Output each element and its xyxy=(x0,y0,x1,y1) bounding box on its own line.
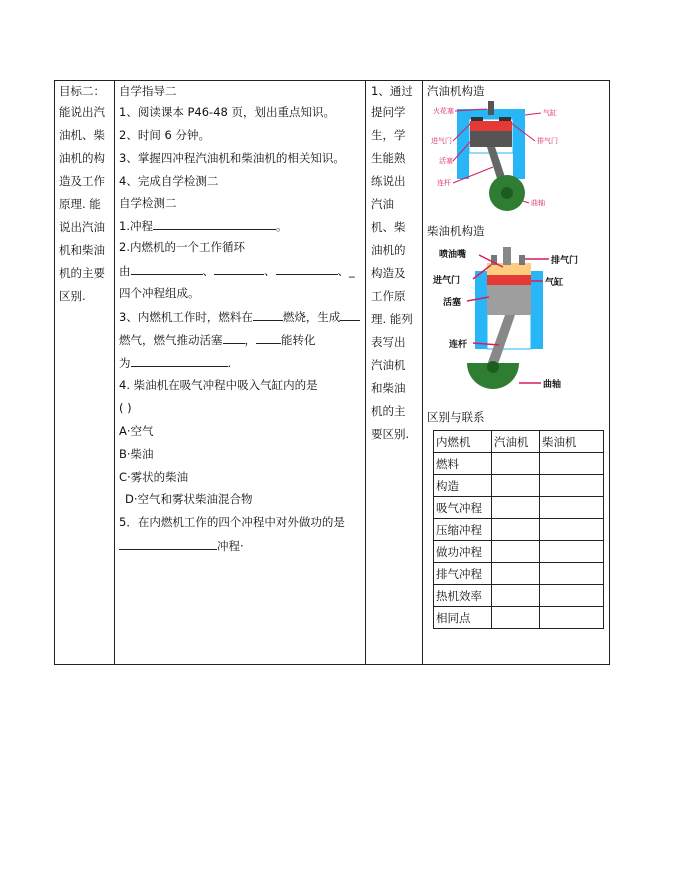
row-label: 热机效率 xyxy=(434,585,492,607)
objective-line: 目标二： xyxy=(59,84,105,98)
diesel-label: 活塞 xyxy=(443,298,462,308)
method-line: 理. 能列 xyxy=(371,312,413,326)
question-2-line-2: 由 、 、 、_ xyxy=(119,264,355,278)
guide-heading: 自学指导二 xyxy=(119,84,177,98)
diesel-engine-diagram xyxy=(427,241,607,401)
row-label: 排气冲程 xyxy=(434,563,492,585)
method-line: 和柴油 xyxy=(371,381,406,395)
gas-label: 排气门 xyxy=(537,137,558,145)
guide-item: 1、阅读课本 P46-48 页，划出重点知识。 xyxy=(119,105,335,119)
answer-blank[interactable] xyxy=(119,537,217,550)
question-3-line-1: 3、内燃机工作时，燃料在 燃烧，生成 xyxy=(119,308,360,325)
objective-line: 造及工作 xyxy=(59,174,105,188)
method-line: 练说出 xyxy=(371,174,406,188)
question-4-option: C·雾状的柴油 xyxy=(119,470,189,484)
table-row xyxy=(434,519,604,541)
gas-label: 曲轴 xyxy=(531,199,545,207)
table-header-cell: 内燃机 xyxy=(434,431,492,453)
table-cell[interactable] xyxy=(540,497,604,519)
gas-engine-title: 汽油机构造 xyxy=(427,84,485,98)
gas-label: 连杆 xyxy=(437,179,451,187)
table-cell[interactable] xyxy=(492,541,540,563)
objective-line: 说出汽油 xyxy=(59,220,105,234)
table-cell[interactable] xyxy=(492,607,540,629)
question-4-stem: 4. 柴油机在吸气冲程中吸入气缸内的是 xyxy=(119,378,318,392)
table-cell[interactable] xyxy=(540,453,604,475)
question-2-line-1: 2.内燃机的一个工作循环 xyxy=(119,240,245,254)
column-divider xyxy=(114,81,115,664)
method-line: 汽油 xyxy=(371,197,394,211)
worksheet-table xyxy=(54,80,610,665)
answer-blank[interactable] xyxy=(131,262,203,275)
question-3-line-2: 燃气，燃气推动活塞 ， 能转化 xyxy=(119,333,316,347)
diesel-label: 气缸 xyxy=(545,278,564,288)
question-2-line-3: 四个冲程组成。 xyxy=(119,286,200,300)
gasoline-engine-diagram xyxy=(427,101,607,216)
table-row xyxy=(434,497,604,519)
answer-blank[interactable] xyxy=(214,262,264,275)
row-label: 做功冲程 xyxy=(434,541,492,563)
gas-label: 进气门 xyxy=(431,137,452,145)
objective-line: 机的主要 xyxy=(59,266,105,280)
question-5-stem: 5．在内燃机工作的四个冲程中对外做功的是 xyxy=(119,515,345,529)
objective-line: 原理. 能 xyxy=(59,197,101,211)
objective-line: 油机的构 xyxy=(59,151,105,165)
question-4-option: B·柴油 xyxy=(119,447,154,461)
diesel-label: 连杆 xyxy=(449,340,468,350)
guide-item: 4、完成自学检测二 xyxy=(119,174,219,188)
objective-line: 机和柴油 xyxy=(59,243,105,257)
column-divider xyxy=(365,81,366,664)
answer-blank[interactable] xyxy=(256,331,281,344)
table-cell[interactable] xyxy=(492,519,540,541)
table-cell[interactable] xyxy=(540,563,604,585)
gas-label: 气缸 xyxy=(543,109,557,117)
row-label: 相同点 xyxy=(434,607,492,629)
guide-item: 2、时间 6 分钟。 xyxy=(119,128,210,142)
row-label: 压缩冲程 xyxy=(434,519,492,541)
row-label: 燃料 xyxy=(434,453,492,475)
objective-line: 油机、柴 xyxy=(59,128,105,142)
table-cell[interactable] xyxy=(540,475,604,497)
table-row xyxy=(434,563,604,585)
table-row xyxy=(434,585,604,607)
table-row xyxy=(434,475,604,497)
question-4-option: D·空气和雾状柴油混合物 xyxy=(125,492,253,506)
objective-line: 区别. xyxy=(59,289,86,303)
table-row xyxy=(434,607,604,629)
row-label: 构造 xyxy=(434,475,492,497)
diesel-label: 排气门 xyxy=(551,256,579,266)
table-cell[interactable] xyxy=(492,475,540,497)
method-line: 生能熟 xyxy=(371,151,406,165)
relation-title: 区别与联系 xyxy=(427,410,485,424)
diesel-engine-title: 柴油机构造 xyxy=(427,224,485,238)
question-5-answer: 冲程· xyxy=(119,537,244,554)
table-cell[interactable] xyxy=(540,585,604,607)
question-1: 1.冲程 。 xyxy=(119,219,288,233)
table-header-cell: 汽油机 xyxy=(492,431,540,453)
answer-blank[interactable] xyxy=(131,354,228,367)
question-4-paren: ( ) xyxy=(119,401,132,415)
answer-blank[interactable] xyxy=(276,262,338,275)
gas-label: 活塞 xyxy=(439,157,453,165)
method-line: 要区别. xyxy=(371,427,410,441)
method-line: 工作原 xyxy=(371,289,406,303)
comparison-table xyxy=(433,430,604,629)
table-header-cell: 柴油机 xyxy=(540,431,604,453)
table-cell[interactable] xyxy=(540,519,604,541)
method-line: 提问学 xyxy=(371,105,406,119)
column-divider xyxy=(422,81,423,664)
gas-label: 火花塞 xyxy=(433,107,454,115)
answer-blank[interactable] xyxy=(153,217,276,230)
diesel-label: 曲轴 xyxy=(543,380,562,390)
answer-blank[interactable] xyxy=(253,308,283,321)
table-cell[interactable] xyxy=(540,541,604,563)
method-line: 生，学 xyxy=(371,128,406,142)
diesel-label: 喷油嘴 xyxy=(439,250,467,260)
table-cell[interactable] xyxy=(540,607,604,629)
question-3-line-3: 为 . xyxy=(119,356,232,370)
table-row xyxy=(434,541,604,563)
table-cell[interactable] xyxy=(492,497,540,519)
method-line: 构造及 xyxy=(371,266,406,280)
table-cell[interactable] xyxy=(492,453,540,475)
table-row xyxy=(434,453,604,475)
method-line: 油机的 xyxy=(371,243,406,257)
table-cell[interactable] xyxy=(492,563,540,585)
method-line: 表写出 xyxy=(371,335,406,349)
answer-blank[interactable] xyxy=(223,331,245,344)
table-cell[interactable] xyxy=(492,585,540,607)
row-label: 吸气冲程 xyxy=(434,497,492,519)
table-header-row xyxy=(434,431,604,453)
question-4-option: A·空气 xyxy=(119,424,154,438)
diesel-label: 进气门 xyxy=(433,276,461,286)
method-line: 1、通过 xyxy=(371,84,413,98)
answer-blank[interactable] xyxy=(340,308,360,321)
objective-line: 能说出汽 xyxy=(59,105,105,119)
method-line: 机的主 xyxy=(371,404,406,418)
method-line: 机、柴 xyxy=(371,220,406,234)
check-heading: 自学检测二 xyxy=(119,196,177,210)
guide-item: 3、掌握四冲程汽油机和柴油机的相关知识。 xyxy=(119,151,345,165)
method-line: 汽油机 xyxy=(371,358,406,372)
